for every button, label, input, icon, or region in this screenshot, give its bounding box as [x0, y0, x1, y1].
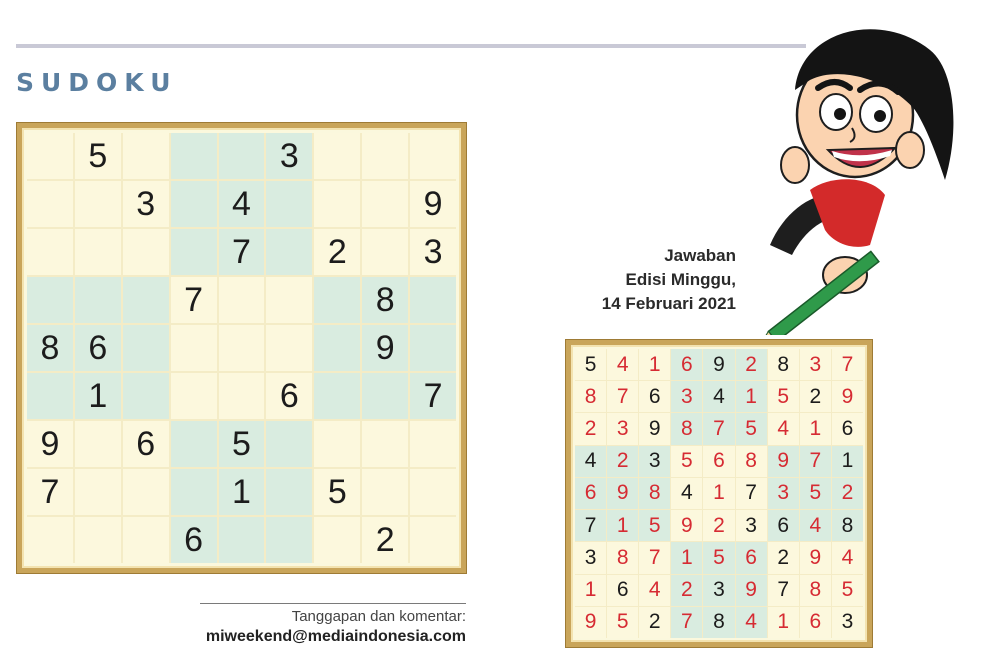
answer-cell: 2	[639, 607, 670, 638]
puzzle-cell	[171, 325, 217, 371]
answer-cell: 4	[768, 413, 799, 444]
puzzle-cell	[410, 469, 456, 515]
puzzle-cell	[123, 277, 169, 323]
answer-cell: 1	[639, 349, 670, 380]
answer-cell: 4	[832, 542, 863, 573]
answer-cell: 6	[736, 542, 767, 573]
answer-cell: 9	[671, 510, 702, 541]
puzzle-cell	[219, 133, 265, 179]
puzzle-cell	[314, 133, 360, 179]
puzzle-cell: 5	[75, 133, 121, 179]
answer-cell: 8	[575, 381, 606, 412]
puzzle-cell: 1	[219, 469, 265, 515]
puzzle-cell	[410, 325, 456, 371]
answer-cell: 1	[575, 575, 606, 606]
answer-cell: 2	[703, 510, 734, 541]
answer-cell: 8	[832, 510, 863, 541]
answer-cell: 5	[832, 575, 863, 606]
answer-cell: 7	[768, 575, 799, 606]
answer-cell: 8	[703, 607, 734, 638]
puzzle-cell: 7	[27, 469, 73, 515]
puzzle-cell	[362, 229, 408, 275]
answer-cell: 5	[607, 607, 638, 638]
feedback-email: miweekend@mediaindonesia.com	[205, 628, 466, 645]
answer-cell: 1	[607, 510, 638, 541]
puzzle-cell: 3	[123, 181, 169, 227]
puzzle-cell	[75, 229, 121, 275]
answer-cell: 4	[671, 478, 702, 509]
puzzle-cell: 4	[219, 181, 265, 227]
answer-cell: 7	[703, 413, 734, 444]
puzzle-cell	[123, 469, 169, 515]
puzzle-cell	[75, 517, 121, 563]
puzzle-cell	[314, 517, 360, 563]
puzzle-cell	[219, 517, 265, 563]
puzzle-cell	[123, 133, 169, 179]
answer-cell: 2	[800, 381, 831, 412]
answer-cell: 3	[639, 446, 670, 477]
puzzle-cell: 2	[362, 517, 408, 563]
puzzle-cell	[27, 181, 73, 227]
answer-cell: 4	[607, 349, 638, 380]
puzzle-cell: 9	[362, 325, 408, 371]
puzzle-cell: 9	[27, 421, 73, 467]
puzzle-cell: 6	[75, 325, 121, 371]
answer-cell: 5	[703, 542, 734, 573]
answer-cell: 2	[736, 349, 767, 380]
answer-cell: 1	[832, 446, 863, 477]
answer-cell: 7	[575, 510, 606, 541]
answer-cell: 3	[832, 607, 863, 638]
puzzle-cell: 3	[266, 133, 312, 179]
answer-cell: 6	[768, 510, 799, 541]
feedback-prompt: Tanggapan dan komentar:	[291, 608, 466, 625]
puzzle-cell: 1	[75, 373, 121, 419]
puzzle-cell	[219, 277, 265, 323]
answer-cell: 3	[768, 478, 799, 509]
puzzle-cell	[27, 133, 73, 179]
puzzle-cell: 7	[410, 373, 456, 419]
answer-cell: 9	[639, 413, 670, 444]
puzzle-cell	[362, 421, 408, 467]
puzzle-cell	[171, 181, 217, 227]
answer-cell: 2	[832, 478, 863, 509]
answer-cell: 5	[736, 413, 767, 444]
answer-cell: 9	[575, 607, 606, 638]
puzzle-cell	[266, 277, 312, 323]
answer-cell: 2	[671, 575, 702, 606]
puzzle-cell	[314, 277, 360, 323]
puzzle-cell: 7	[171, 277, 217, 323]
puzzle-cell	[362, 469, 408, 515]
puzzle-cell	[171, 229, 217, 275]
answer-cell: 6	[671, 349, 702, 380]
puzzle-cell	[410, 421, 456, 467]
answer-cell: 7	[832, 349, 863, 380]
puzzle-cell	[219, 373, 265, 419]
answer-cell: 8	[800, 575, 831, 606]
puzzle-cell	[314, 373, 360, 419]
puzzle-cell: 6	[123, 421, 169, 467]
answer-cell: 4	[575, 446, 606, 477]
answer-cell: 6	[607, 575, 638, 606]
answer-cell: 7	[736, 478, 767, 509]
answer-cell: 9	[768, 446, 799, 477]
puzzle-cell	[75, 181, 121, 227]
answer-cell: 8	[607, 542, 638, 573]
puzzle-cell: 6	[266, 373, 312, 419]
answer-cell: 8	[736, 446, 767, 477]
answer-cell: 9	[832, 381, 863, 412]
answer-cell: 3	[575, 542, 606, 573]
puzzle-cell	[362, 133, 408, 179]
answer-caption-line-2: Edisi Minggu,	[625, 270, 736, 289]
cartoon-boy-with-pencil-icon	[740, 10, 970, 335]
puzzle-cell	[123, 373, 169, 419]
answer-caption-line-1: Jawaban	[664, 246, 736, 265]
answer-cell: 4	[639, 575, 670, 606]
answer-cell: 6	[575, 478, 606, 509]
puzzle-cell	[266, 517, 312, 563]
header-rule	[16, 44, 806, 48]
puzzle-cell	[314, 181, 360, 227]
answer-cell: 5	[671, 446, 702, 477]
puzzle-cell: 9	[410, 181, 456, 227]
puzzle-cell	[27, 229, 73, 275]
puzzle-cell	[314, 325, 360, 371]
puzzle-cell	[410, 517, 456, 563]
answer-caption	[520, 244, 736, 316]
answer-cell: 1	[703, 478, 734, 509]
puzzle-cell	[75, 469, 121, 515]
puzzle-cell	[27, 277, 73, 323]
puzzle-cell	[314, 421, 360, 467]
puzzle-cell: 6	[171, 517, 217, 563]
answer-cell: 3	[703, 575, 734, 606]
puzzle-cell: 3	[410, 229, 456, 275]
puzzle-cell: 8	[362, 277, 408, 323]
puzzle-cell	[219, 325, 265, 371]
puzzle-cell	[171, 469, 217, 515]
puzzle-cell: 2	[314, 229, 360, 275]
answer-cell: 3	[800, 349, 831, 380]
puzzle-cell	[171, 373, 217, 419]
answer-cell: 6	[832, 413, 863, 444]
answer-cell: 6	[800, 607, 831, 638]
sudoku-answer-board	[566, 340, 872, 647]
answer-cell: 2	[607, 446, 638, 477]
puzzle-cell	[171, 133, 217, 179]
answer-caption-line-3: 14 Februari 2021	[601, 294, 736, 313]
answer-cell: 7	[671, 607, 702, 638]
answer-cell: 3	[607, 413, 638, 444]
puzzle-cell	[123, 325, 169, 371]
puzzle-grid	[27, 133, 456, 563]
answer-cell: 9	[607, 478, 638, 509]
puzzle-cell	[266, 325, 312, 371]
footer-rule	[200, 603, 466, 604]
puzzle-cell	[75, 277, 121, 323]
puzzle-cell: 5	[314, 469, 360, 515]
answer-grid	[575, 349, 863, 638]
answer-cell: 3	[671, 381, 702, 412]
page-title: SUDOKU	[16, 68, 178, 97]
puzzle-cell	[266, 229, 312, 275]
answer-cell: 9	[800, 542, 831, 573]
answer-cell: 6	[639, 381, 670, 412]
puzzle-cell	[266, 469, 312, 515]
answer-cell: 2	[768, 542, 799, 573]
answer-cell: 8	[768, 349, 799, 380]
answer-cell: 7	[800, 446, 831, 477]
answer-cell: 4	[736, 607, 767, 638]
puzzle-cell	[410, 133, 456, 179]
puzzle-cell	[27, 373, 73, 419]
answer-cell: 6	[703, 446, 734, 477]
answer-cell: 1	[736, 381, 767, 412]
answer-cell: 5	[639, 510, 670, 541]
answer-cell: 7	[607, 381, 638, 412]
answer-cell: 4	[703, 381, 734, 412]
answer-cell: 2	[575, 413, 606, 444]
answer-cell: 4	[800, 510, 831, 541]
answer-cell: 8	[671, 413, 702, 444]
puzzle-cell	[362, 181, 408, 227]
answer-cell: 5	[575, 349, 606, 380]
answer-cell: 5	[800, 478, 831, 509]
puzzle-cell	[266, 421, 312, 467]
answer-cell: 8	[639, 478, 670, 509]
puzzle-cell	[123, 517, 169, 563]
puzzle-cell: 8	[27, 325, 73, 371]
puzzle-cell: 7	[219, 229, 265, 275]
sudoku-puzzle-board	[17, 123, 466, 573]
answer-cell: 5	[768, 381, 799, 412]
answer-cell: 1	[800, 413, 831, 444]
answer-cell: 9	[736, 575, 767, 606]
answer-cell: 3	[736, 510, 767, 541]
puzzle-cell	[266, 181, 312, 227]
puzzle-cell	[362, 373, 408, 419]
puzzle-cell: 5	[219, 421, 265, 467]
answer-cell: 7	[639, 542, 670, 573]
puzzle-cell	[27, 517, 73, 563]
puzzle-cell	[75, 421, 121, 467]
answer-cell: 1	[768, 607, 799, 638]
answer-cell: 1	[671, 542, 702, 573]
puzzle-cell	[410, 277, 456, 323]
puzzle-cell	[123, 229, 169, 275]
answer-cell: 9	[703, 349, 734, 380]
puzzle-cell	[171, 421, 217, 467]
